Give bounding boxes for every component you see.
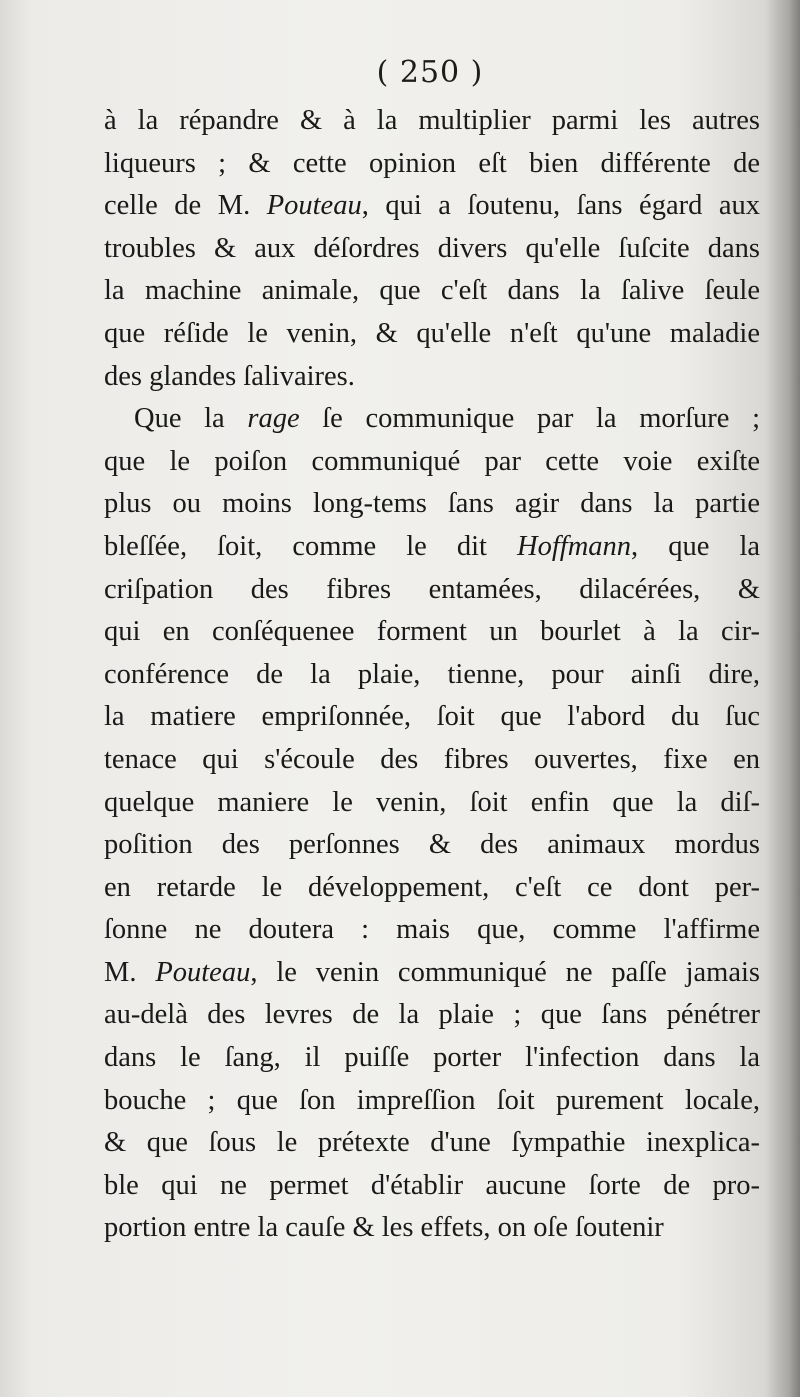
body-text [104,100,760,1250]
text-line: dans le ſang, il puiſſe porter l'infection dans la [104,1042,760,1074]
text-line: conférence de la plaie, tienne, pour ainſi dire, [104,658,760,690]
text-line: à la répandre & à la multiplier parmi les autres [104,105,760,136]
text-line: celle de M. Pouteau, qui a ſoutenu, ſans égard aux [104,190,761,222]
text-line: ble qui ne permet d'établir aucune ſorte de pro- [104,1169,760,1201]
text-line: plus ou moins long-tems ſans agir dans la partie [104,488,760,520]
text-line: des glandes ſalivaires. [104,360,355,392]
text-line: M. Pouteau, le venin communiqué ne paſſe jamais [104,956,761,988]
page-edge-shadow [764,0,800,1397]
text-line: & que ſous le prétexte d'une ſympathie inexplica- [104,1127,760,1159]
text-line: la matiere empriſonnée, ſoit que l'abord du ſuc [104,701,760,733]
page-number: ( 250 ) [376,55,484,90]
text-line: portion entre la cauſe & les effets, on oſe ſoutenir [104,1212,664,1244]
text-line: liqueurs ; & cette opinion eſt bien différente de [104,147,760,179]
text-line: criſpation des fibres entamées, dilacérées, & [104,573,760,605]
text-line: bleſſée, ſoit, comme le dit Hoffmann, que la [104,530,761,562]
text-line: ſonne ne doutera : mais que, comme l'affirme [104,914,760,946]
text-line: bouche ; que ſon impreſſion ſoit purement locale, [104,1084,760,1116]
text-line: en retarde le développement, c'eſt ce dont per- [104,871,760,903]
text-line: la machine animale, que c'eſt dans la ſalive ſeule [104,275,760,307]
text-line: au-delà des levres de la plaie ; que ſans pénétrer [104,999,760,1031]
text-line: troubles & aux déſordres divers qu'elle ſuſcite dans [104,232,760,264]
text-line: quelque maniere le venin, ſoit enfin que la diſ- [104,786,760,818]
text-line: qui en conſéquenee forment un bourlet à la cir- [104,616,760,648]
text-line: que le poiſon communiqué par cette voie exiſte [104,445,760,477]
text-line: Que la rage ſe communique par la morſure ; [134,403,760,435]
text-line: tenace qui s'écoule des fibres ouvertes, fixe en [104,743,760,775]
text-line: que réſide le venin, & qu'elle n'eſt qu'une maladie [104,317,760,349]
text-line: poſition des perſonnes & des animaux mordus [104,829,760,861]
